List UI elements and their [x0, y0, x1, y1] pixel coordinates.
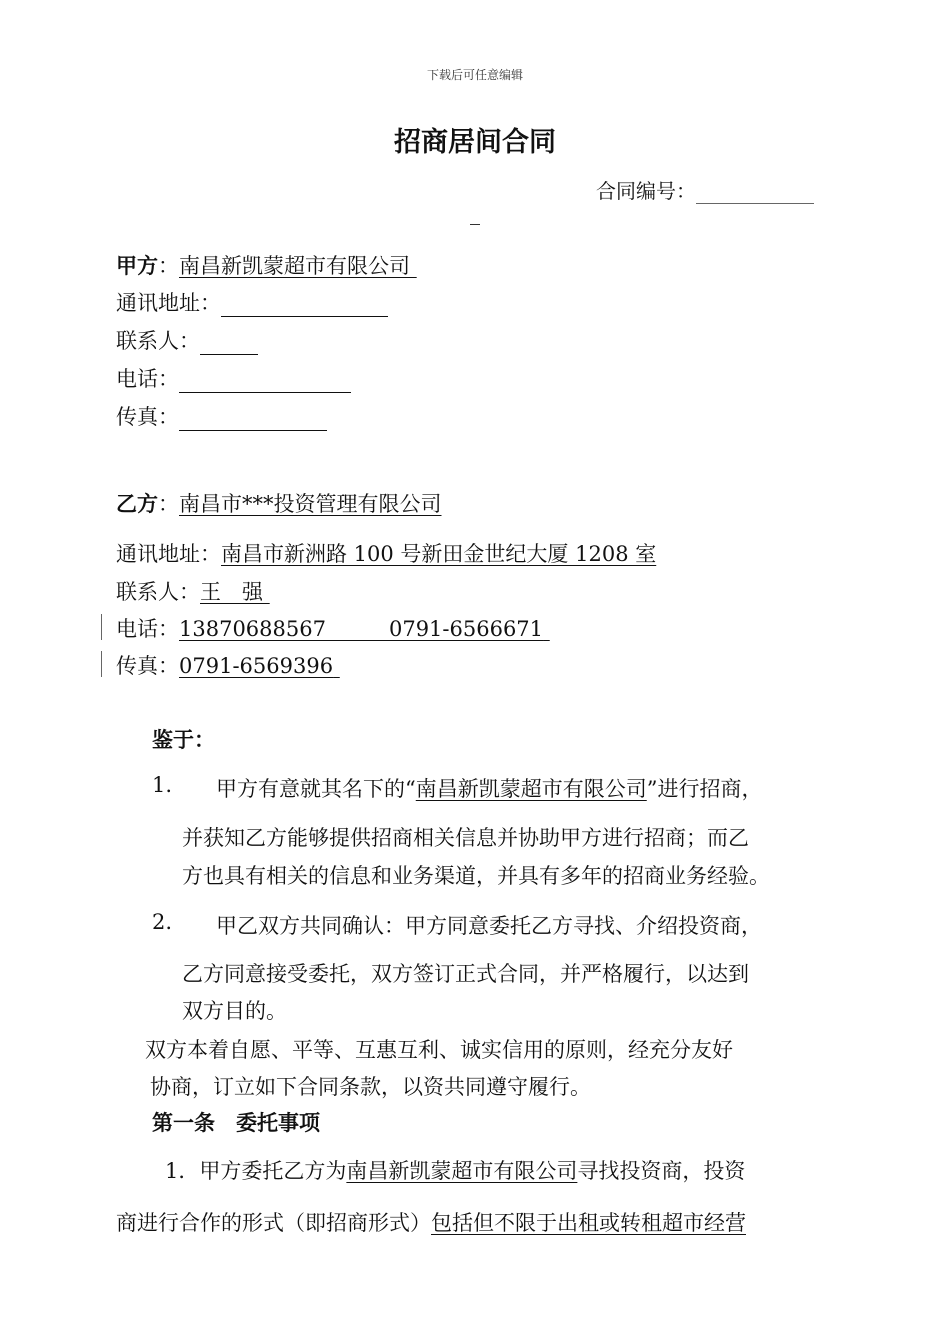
- party-a-fax-label: 传真：: [116, 405, 179, 429]
- divider-mark: [470, 224, 480, 225]
- party-b-label: 乙方: [116, 492, 158, 516]
- party-b-name-line: [116, 488, 442, 518]
- header-note: 下载后可任意编辑: [426, 68, 523, 82]
- article-1-clause-1: 1．甲方委托乙方为南昌新凯蒙超市有限公司寻找投资商，投资: [165, 1159, 746, 1183]
- article-1-company-name: 南昌新凯蒙超市有限公司: [346, 1159, 578, 1183]
- whereas-item-2-number: 2.: [152, 910, 173, 934]
- contract-number: [596, 175, 814, 204]
- whereas-item-2-line-3: 双方目的。: [182, 999, 287, 1023]
- party-a-contact-label: 联系人：: [116, 329, 200, 353]
- party-b-address-label: 通讯地址：: [116, 542, 221, 566]
- article-1-clause-1-line-2: 商进行合作的形式（即招商形式）包括但不限于出租或转租超市经营: [116, 1211, 746, 1235]
- document-title: 招商居间合同: [394, 127, 556, 158]
- party-b-phone-line: [116, 613, 550, 643]
- principle-line-1: 双方本着自愿、平等、互惠互利、诚实信用的原则，经充分友好: [145, 1038, 733, 1062]
- party-b-phone-label: 电话：: [116, 617, 179, 641]
- article-1-heading: 第一条 委托事项: [152, 1111, 320, 1135]
- party-a-name: 南昌新凯蒙超市有限公司: [179, 254, 410, 278]
- party-a-phone-line: [116, 363, 351, 393]
- party-b-contact-label: 联系人：: [116, 580, 200, 604]
- party-b-address: 南昌市新洲路 100 号新田金世纪大厦 1208 室: [221, 542, 657, 566]
- revision-bar: [101, 614, 102, 640]
- party-a-label: 甲方: [116, 254, 158, 278]
- party-a-name-line: [116, 250, 417, 280]
- whereas-company-name: 南昌新凯蒙超市有限公司: [415, 777, 647, 801]
- party-a-address-label: 通讯地址：: [116, 291, 221, 315]
- contract-number-label: 合同编号：: [596, 179, 696, 203]
- whereas-item-2-line-2: 乙方同意接受委托，双方签订正式合同，并严格履行，以达到: [182, 962, 749, 986]
- party-a-phone-blank[interactable]: [179, 368, 351, 393]
- party-b-fax-label: 传真：: [116, 654, 179, 678]
- party-a-colon: ：: [158, 254, 179, 278]
- party-a-fax-line: [116, 401, 327, 431]
- article-1-cooperation-forms: 包括但不限于出租或转租超市经营: [431, 1211, 746, 1235]
- party-b-contact: 王 强: [200, 580, 263, 604]
- party-a-address-blank[interactable]: [221, 292, 388, 317]
- whereas-item-2-line-1: 甲乙双方共同确认：甲方同意委托乙方寻找、介绍投资商，: [216, 914, 762, 938]
- party-b-phone: 13870688567 0791-6566671: [179, 617, 544, 641]
- party-b-fax-line: [116, 650, 340, 680]
- principle-line-2: 协商，订立如下合同条款，以资共同遵守履行。: [150, 1075, 591, 1099]
- party-a-address-line: [116, 287, 388, 317]
- party-a-fax-blank[interactable]: [179, 406, 327, 431]
- party-b-address-line: [116, 538, 656, 568]
- whereas-item-1-line-2: 并获知乙方能够提供招商相关信息并协助甲方进行招商；而乙: [182, 826, 749, 850]
- party-b-contact-line: [116, 576, 270, 606]
- whereas-item-1-line-3: 方也具有相关的信息和业务渠道，并具有多年的招商业务经验。: [182, 864, 770, 888]
- contract-number-blank[interactable]: [696, 181, 814, 204]
- whereas-item-1-line-1: 甲方有意就其名下的“南昌新凯蒙超市有限公司”进行招商，: [216, 777, 763, 801]
- whereas-heading: 鉴于：: [152, 728, 215, 752]
- party-b-name: 南昌市***投资管理有限公司: [179, 492, 442, 516]
- party-a-contact-line: [116, 325, 258, 355]
- revision-bar: [101, 651, 102, 677]
- party-b-colon: ：: [158, 492, 179, 516]
- whereas-item-1-number: 1.: [152, 773, 173, 797]
- party-a-contact-blank[interactable]: [200, 330, 258, 355]
- party-a-phone-label: 电话：: [116, 367, 179, 391]
- party-b-fax: 0791-6569396: [179, 654, 334, 678]
